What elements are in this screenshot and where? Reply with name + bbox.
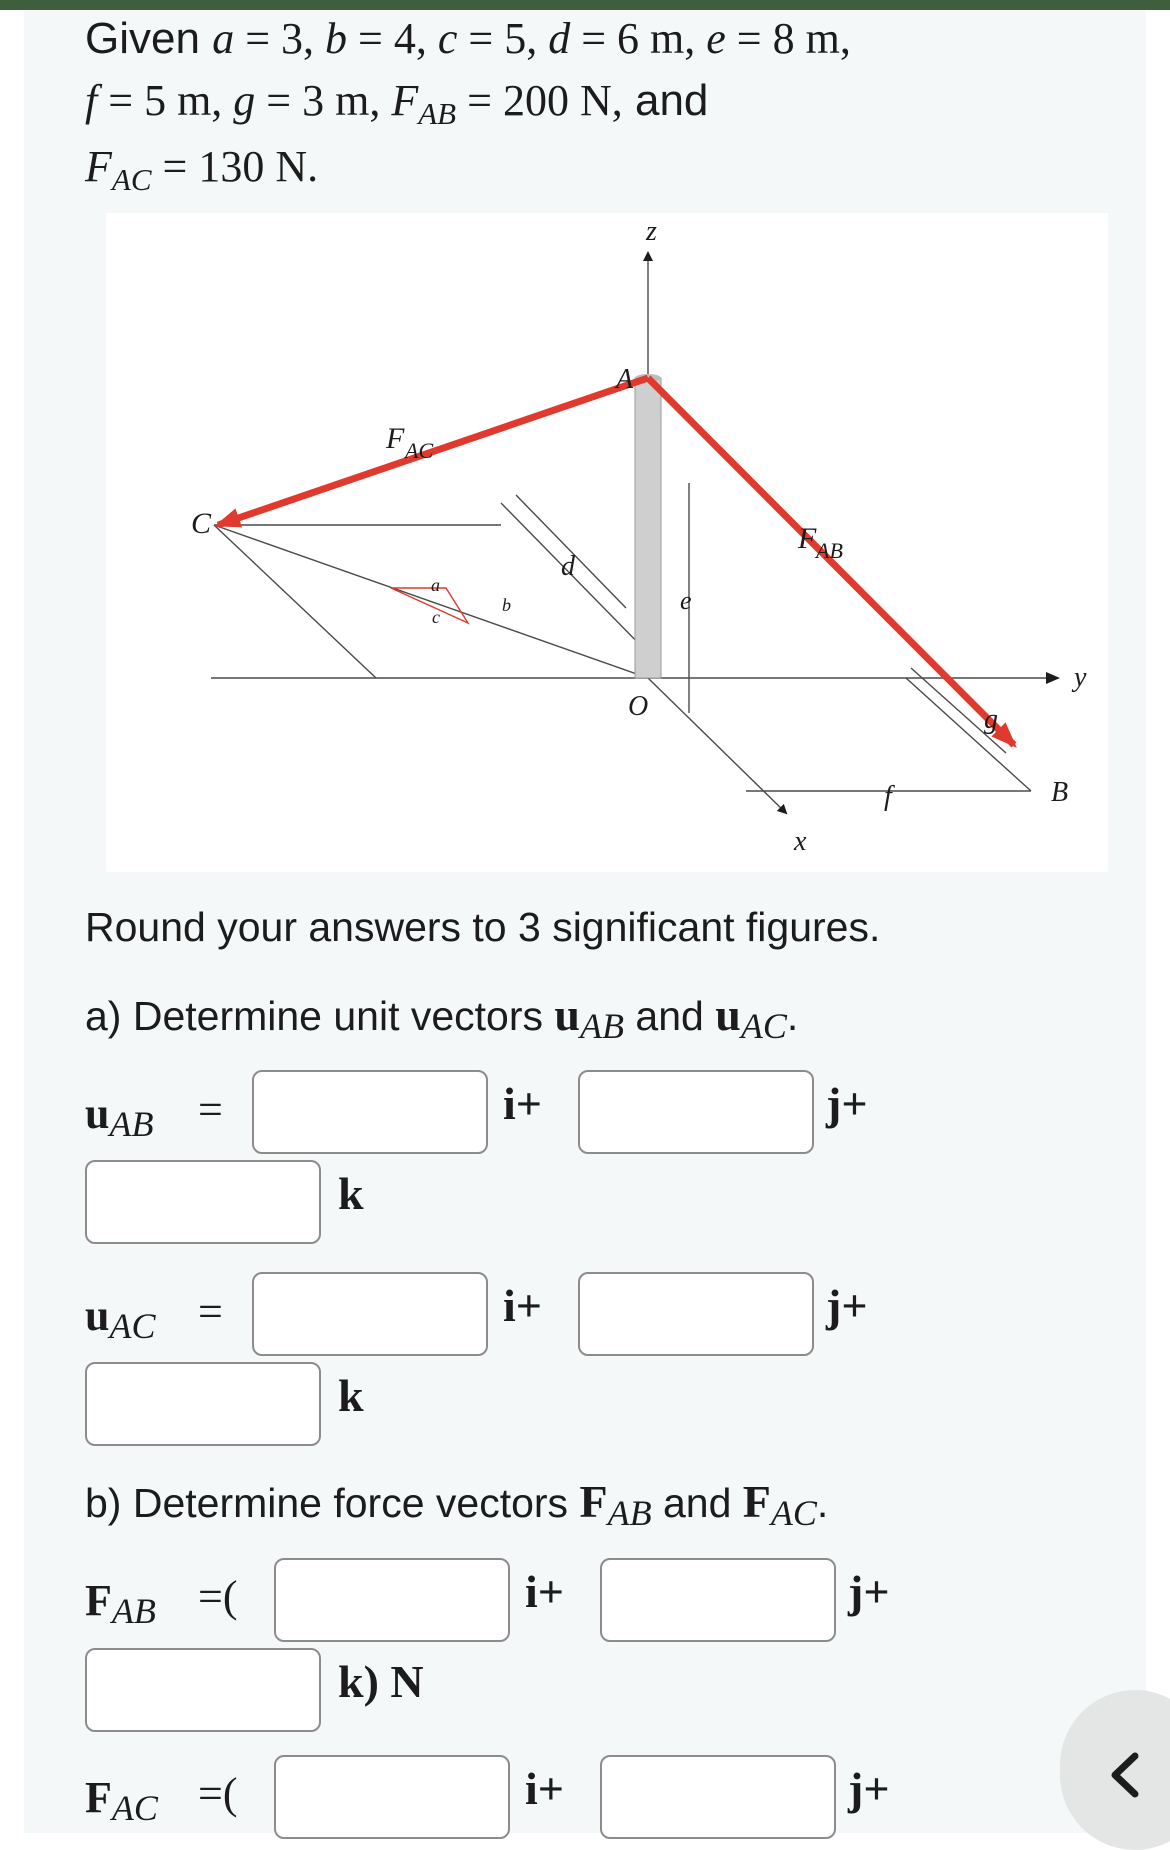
- label-FAB-sub: AB: [816, 538, 843, 563]
- fab-k-input[interactable]: [85, 1648, 321, 1732]
- label-b: b: [502, 595, 511, 615]
- label-C: C: [191, 507, 212, 540]
- given-line-3: $F_{AC} = 130$ N.: [85, 142, 319, 197]
- label-x: x: [794, 826, 807, 857]
- part-a-heading: a) Determine unit vectors uAB and uAC.: [85, 989, 799, 1046]
- uac-i-unit: i+: [503, 1280, 542, 1331]
- fac-i-input[interactable]: [274, 1755, 510, 1839]
- uab-i-unit: i+: [503, 1078, 542, 1129]
- round-instruction: Round your answers to 3 significant figures.: [85, 904, 881, 950]
- uab-label: uAB: [85, 1089, 154, 1144]
- label-A: A: [616, 364, 634, 395]
- label-y: y: [1074, 662, 1087, 693]
- label-c: c: [432, 607, 440, 627]
- fab-j-unit: j+: [848, 1566, 890, 1617]
- uac-equals: =: [198, 1287, 223, 1336]
- uab-k-unit: k: [338, 1168, 364, 1219]
- given-line-1: Given a = 3, b = 4, c = 5, d = 6 m, e = 8 m,: [85, 14, 851, 63]
- uac-j-input[interactable]: [578, 1272, 814, 1356]
- label-d: d: [561, 551, 575, 582]
- part-b-heading: b) Determine force vectors FAB and FAC.: [85, 1476, 829, 1533]
- given-line-2: f = 5 m, g = 3 m, $F_{AB} = 200$ N, and: [85, 76, 709, 131]
- label-B: B: [1051, 777, 1069, 808]
- post: [635, 378, 661, 678]
- fac-i-unit: i+: [525, 1763, 564, 1814]
- diagram-svg: [106, 213, 1108, 872]
- uab-k-input[interactable]: [85, 1160, 321, 1244]
- uac-j-unit: j+: [826, 1280, 868, 1331]
- label-O: O: [628, 691, 649, 722]
- uac-i-input[interactable]: [252, 1272, 488, 1356]
- fac-j-unit: j+: [848, 1763, 890, 1814]
- label-g: g: [984, 704, 998, 735]
- label-FAC-sub: AC: [405, 438, 434, 463]
- fab-j-input[interactable]: [600, 1558, 836, 1642]
- chevron-left-icon: [1105, 1752, 1145, 1798]
- label-FAC: F: [386, 422, 405, 455]
- uac-label: uAC: [85, 1291, 156, 1346]
- force-diagram: [106, 213, 1108, 872]
- label-a: a: [431, 575, 440, 595]
- uab-equals: =: [198, 1085, 223, 1134]
- uab-j-input[interactable]: [578, 1070, 814, 1154]
- fab-i-unit: i+: [525, 1566, 564, 1617]
- y-axis-arrowhead: [1046, 672, 1060, 684]
- x-axis-line: [648, 678, 786, 813]
- uac-k-input[interactable]: [85, 1362, 321, 1446]
- fac-j-input[interactable]: [600, 1755, 836, 1839]
- label-FAB: F: [798, 522, 817, 555]
- uab-i-input[interactable]: [252, 1070, 488, 1154]
- c-to-origin-line: [214, 525, 648, 678]
- c-drop-line: [214, 525, 376, 678]
- fab-equals: =(: [198, 1572, 238, 1621]
- label-e: e: [680, 586, 692, 615]
- fab-i-input[interactable]: [274, 1558, 510, 1642]
- fac-label: FAC: [85, 1773, 158, 1828]
- label-f: f: [884, 781, 892, 812]
- given-values: [85, 8, 1145, 202]
- uab-j-unit: j+: [826, 1078, 868, 1129]
- fab-label: FAB: [85, 1576, 156, 1631]
- fab-k-unit: k) N: [338, 1656, 424, 1707]
- label-z: z: [646, 216, 657, 247]
- slope-triangle: [391, 588, 468, 623]
- fac-equals: =(: [198, 1769, 238, 1818]
- uac-k-unit: k: [338, 1370, 364, 1421]
